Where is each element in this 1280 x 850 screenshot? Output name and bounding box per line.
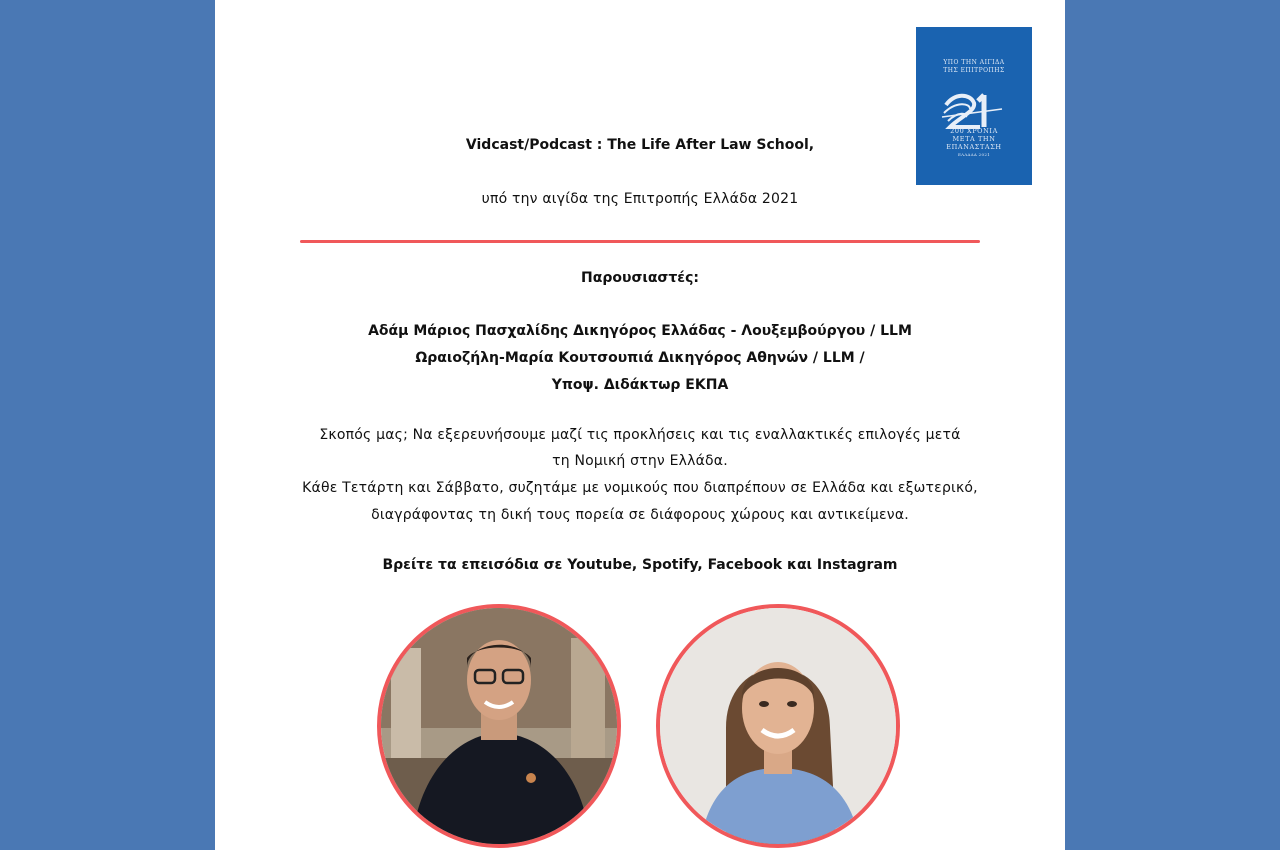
logo-top-text-1: ΥΠΟ ΤΗΝ ΑΙΓΙΔΑ bbox=[943, 59, 1005, 66]
divider-rule bbox=[300, 240, 980, 243]
presenter-1-photo bbox=[381, 608, 617, 844]
logo-bottom-text-4: ΕΛΛΑΔΑ 2021 bbox=[957, 152, 991, 157]
description-line-2: τη Νομική στην Ελλάδα. bbox=[552, 453, 728, 469]
presenter-line-1: Αδάμ Μάριος Πασχαλίδης Δικηγόρος Ελλάδας - Λουξεμβούργου / LLM bbox=[368, 323, 912, 339]
avatar-presenter-2 bbox=[656, 604, 900, 848]
presenters-heading: Παρουσιαστές: bbox=[581, 270, 699, 286]
logo-bottom-text-2: ΜΕΤΑ ΤΗΝ bbox=[952, 135, 996, 143]
logo-bottom-text-3: ΕΠΑΝΑΣΤΑΣΗ bbox=[946, 143, 1002, 151]
presenter-line-3: Υποψ. Διδάκτωρ ΕΚΠΑ bbox=[551, 377, 729, 393]
avatar-presenter-1 bbox=[377, 604, 621, 848]
logo-top-text-2: ΤΗΣ ΕΠΙΤΡΟΠΗΣ bbox=[943, 67, 1005, 74]
greece-2021-logo bbox=[916, 27, 1032, 185]
presenter-2-photo bbox=[660, 608, 896, 844]
logo-bottom-text-1: 200 ΧΡΟΝΙΑ bbox=[950, 127, 998, 135]
subtitle-line: υπό την αιγίδα της Επιτροπής Ελλάδα 2021 bbox=[481, 191, 799, 207]
presenter-line-2: Ωραιοζήλη-Μαρία Κουτσουπιά Δικηγόρος Αθηνών / LLM / bbox=[415, 350, 865, 366]
description-line-1: Σκοπός μας; Να εξερευνήσουμε μαζί τις προκλήσεις και τις εναλλακτικές επιλογές μετά bbox=[319, 427, 961, 443]
flyer-page bbox=[215, 0, 1065, 850]
platforms-line: Βρείτε τα επεισόδια σε Youtube, Spotify, Facebook και Instagram bbox=[382, 557, 898, 573]
description-line-4: διαγράφοντας τη δική τους πορεία σε διάφορους χώρους και αντικείμενα. bbox=[371, 507, 909, 523]
title-line: Vidcast/Podcast : The Life After Law School, bbox=[465, 137, 815, 153]
description-line-3: Κάθε Τετάρτη και Σάββατο, συζητάμε με νομικούς που διαπρέπουν σε Ελλάδα και εξωτερικό, bbox=[302, 480, 978, 496]
